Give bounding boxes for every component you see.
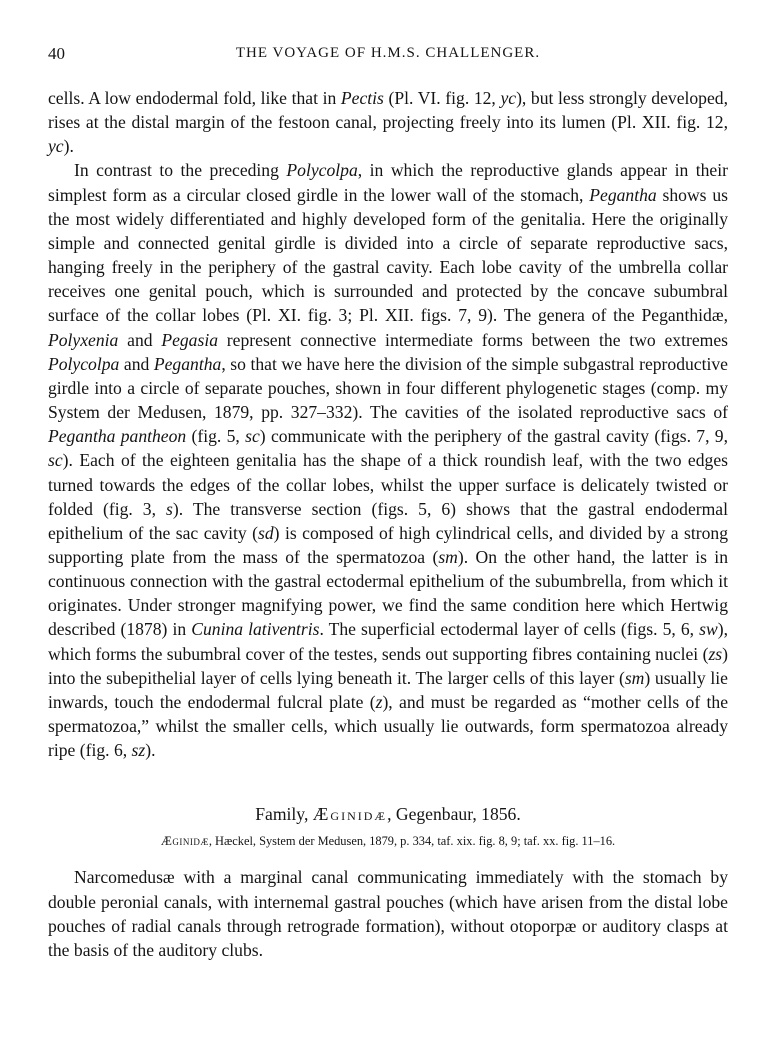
text-run: ).: [145, 740, 156, 761]
family-synonymy: [48, 834, 728, 849]
text-run: ), and must be regarded as “mother cells of the spermatozoa,” whilst the smaller cells, which usually lie outwards, form spermatozoa already ripe (fig. 6,: [48, 691, 729, 761]
text-run: . The superficial ectodermal layer of cells (figs. 5, 6,: [319, 619, 700, 640]
page-number: 40: [48, 44, 65, 63]
italic-ref: sz: [131, 740, 146, 761]
italic-species: Cunina lativentris: [191, 619, 320, 640]
family-title: [48, 804, 728, 825]
text-run: ). Each of the eighteen genitalia has the shape of a thick roundish leaf, with the two edges turned towards the edges of the collar lobes, whilst the upper surface is delicately twisted or folded (fig. 3,: [48, 450, 728, 519]
text-run: ).: [63, 136, 74, 157]
body-text: [48, 86, 728, 762]
family-prefix: Family,: [255, 804, 313, 825]
italic-genus: Polycolpa: [286, 160, 358, 181]
text-run: (fig. 5,: [186, 426, 246, 447]
page-header: [48, 44, 728, 68]
italic-genus: Pegantha: [153, 353, 222, 374]
text-run: represent connective intermediate forms between the two extremes: [218, 329, 728, 350]
text-run: cells. A low endodermal fold, like that in: [48, 88, 341, 108]
synonymy-reference: , Hæckel, System der Medusen, 1879, p. 334, taf. xix. fig. 8, 9; taf. xx. fig. 11–16.: [208, 834, 616, 849]
italic-genus: Pegasia: [161, 329, 219, 350]
text-run: shows us the most widely differentiated and highly developed form of the genitalia. Here the originally simple and connected genital girdle is divided into a circle of separate reproductive sacs, hanging freely in the periphery of the gastral cavity. Each lobe cavity of the umbrella collar receives one genital pouch, which is surrounded and protected by the concave subumbral surface of the collar lobes (Pl. XI. fig. 3; Pl. XII. figs. 7, 9). The genera of the Peganthidæ,: [48, 184, 728, 326]
italic-ref: sm: [438, 546, 458, 567]
italic-ref: sm: [624, 667, 645, 688]
text-run: ) is composed of high cylindrical cells, and divided by a strong supporting plate from the mass of the spermatozoa (: [48, 522, 728, 567]
page: [48, 44, 728, 962]
text-run: (Pl. VI. fig. 12,: [383, 88, 501, 108]
text-run: In contrast to the preceding: [74, 160, 287, 181]
family-heading-block: [48, 804, 728, 849]
paragraph-genitalia: [48, 158, 728, 762]
italic-species: Pegantha pantheon: [48, 426, 187, 447]
text-run: ) communicate with the periphery of the gastral cavity (figs. 7, 9,: [259, 426, 728, 447]
paragraph-continuation: [48, 86, 728, 158]
italic-genus: Pegantha: [589, 184, 657, 205]
italic-genus: Polyxenia: [48, 329, 119, 350]
italic-ref: sd: [258, 522, 274, 543]
family-suffix: , Gegenbaur, 1856.: [387, 804, 521, 825]
italic-genus: Polycolpa: [48, 353, 120, 374]
text-run: , in which the reproductive glands appear in their simplest form as a circular closed girdle in the lower wall of the stomach,: [48, 160, 728, 205]
italic-ref: zs: [708, 643, 723, 664]
text-run: ) usually lie inwards, touch the endodermal fulcral plate (: [48, 667, 728, 712]
text-run: and: [119, 353, 154, 374]
italic-ref: sc: [245, 426, 260, 447]
italic-genus: Pectis: [340, 88, 384, 108]
text-run: ) into the subepithelial layer of cells lying beneath it. The larger cells of this layer (: [48, 643, 728, 688]
italic-ref: yc: [48, 136, 64, 157]
italic-ref: yc: [500, 88, 517, 108]
diagnosis-paragraph: Narcomedusæ with a marginal canal communicating immediately with the stomach by double peronial canals, with internemal gastral pouches (which have arisen from the distal lobe pouches of radial canals through retrograde formation), without otoporpæ or auditory clasps at the basis of the auditory clubs.: [48, 867, 728, 960]
text-run: , so that we have here the division of the simple subgastral reproductive girdle into a circle of separate pouches, shown in four different phylogenetic stages (comp. my System der Medusen, 1879, pp. 327–332). The cavities of the isolated reproductive sacs of: [48, 353, 728, 423]
family-name: Æginidæ: [312, 804, 388, 825]
italic-ref: s: [166, 498, 173, 519]
text-run: ), which forms the subumbral cover of the testes, sends out supporting fibres containing nuclei (: [48, 619, 728, 664]
text-run: ). On the other hand, the latter is in continuous connection with the gastral ectodermal epithelium of the subumbrella, from which it originates. Under stronger magnifying power, we find the same condition here which Hertwig described (1878) in: [48, 546, 728, 640]
synonymy-name: Æginidæ: [160, 834, 209, 849]
family-diagnosis: [48, 865, 728, 962]
text-run: ). The transverse section (figs. 5, 6) shows that the gastral endodermal epithelium of the sac cavity (: [48, 498, 729, 543]
italic-ref: z: [375, 691, 383, 712]
text-run: and: [118, 329, 162, 350]
running-title: THE VOYAGE OF H.M.S. CHALLENGER.: [235, 45, 541, 61]
text-run: ), but less strongly developed, rises at the distal margin of the festoon canal, projecting freely into its lumen (Pl. XII. fig. 12,: [48, 88, 728, 133]
italic-ref: sc: [48, 450, 63, 471]
italic-ref: sw: [699, 619, 718, 640]
